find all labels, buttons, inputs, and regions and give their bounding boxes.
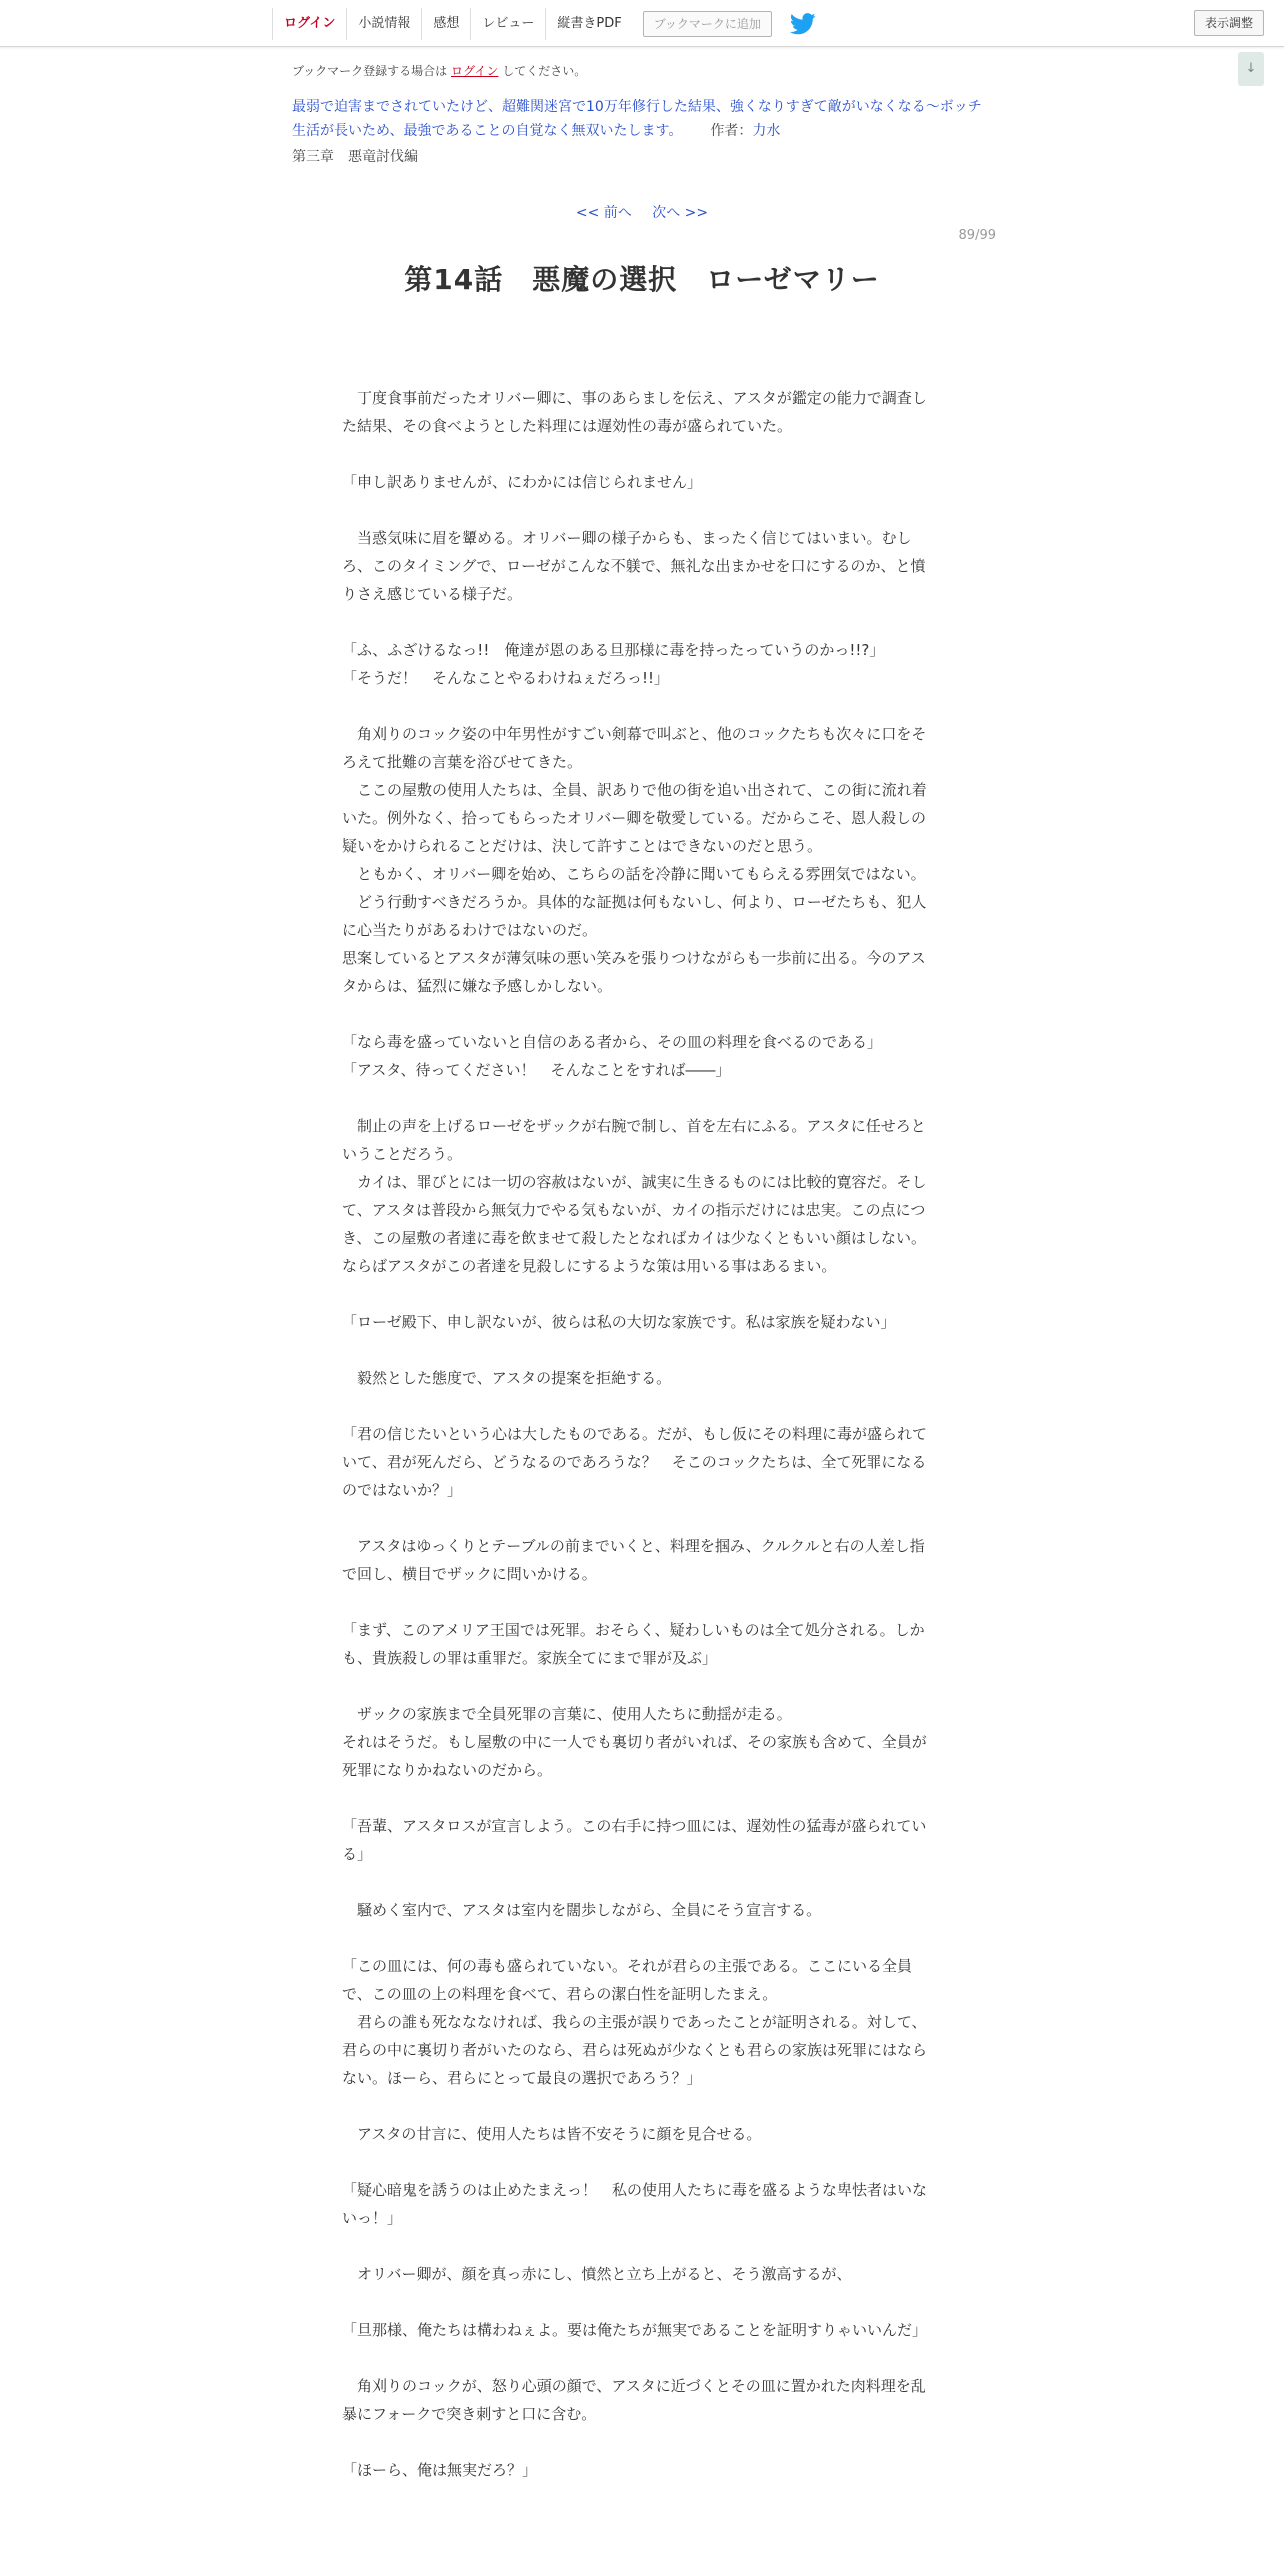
- novel-info-link[interactable]: 小説情報: [346, 8, 421, 40]
- blank-line: [342, 1784, 936, 1812]
- body-paragraph: 丁度食事前だったオリバー卿に、事のあらましを伝え、アスタが鑑定の能力で調査した結果、その食べようとした料理には遅効性の毒が盛られていた。: [342, 389, 927, 435]
- blank-line: [342, 2288, 936, 2316]
- blank-line: [342, 1924, 936, 1952]
- body-paragraph: 毅然とした態度で、アスタの提案を拒絶する。: [342, 1369, 672, 1387]
- scroll-down-button[interactable]: ↓: [1238, 52, 1264, 86]
- blank-line: [342, 1000, 936, 1028]
- blank-line: [342, 1868, 936, 1896]
- blank-line: [342, 608, 936, 636]
- blank-line: [342, 2232, 936, 2260]
- body-paragraph: 「なら毒を盛っていないと自信のある者から、その皿の料理を食べるのである」: [342, 1033, 883, 1051]
- body-paragraph: 君らの誰も死なななければ、我らの主張が誤りであったことが証明される。対して、君らの中に裏切り者がいたのなら、君らは死ぬが少なくとも君らの家族は死罪にはならない。ほーら、君らにとって最良の選択であろう？」: [342, 2013, 928, 2087]
- add-bookmark-button[interactable]: ブックマークに追加: [643, 11, 772, 37]
- body-paragraph: 思案しているとアスタが薄気味の悪い笑みを張りつけながらも一歩前に出る。今のアスタからは、猛烈に嫌な予感しかしない。: [342, 949, 926, 995]
- impressions-link[interactable]: 感想: [421, 8, 470, 40]
- blank-line: [342, 1672, 936, 1700]
- blank-line: [342, 1336, 936, 1364]
- body-paragraph: 「そうだ！ そんなことやるわけねぇだろっ!!」: [342, 669, 670, 687]
- episode-pager: [0, 202, 1284, 222]
- body-paragraph: ザックの家族まで全員死罪の言葉に、使用人たちに動揺が走る。: [342, 1705, 792, 1723]
- body-paragraph: どう行動すべきだろうか。具体的な証拠は何もないし、何より、ローゼたちも、犯人に心当たりがあるわけではないのだ。: [342, 893, 927, 939]
- author-link[interactable]: 力水: [752, 123, 781, 139]
- body-paragraph: ここの屋敷の使用人たちは、全員、訳ありで他の街を追い出されて、この街に流れ着いた。例外なく、拾ってもらったオリバー卿を敬愛している。だからこそ、恩人殺しの疑いをかけられることだけは、決して許すことはできないのだと思う。: [342, 781, 927, 855]
- episode-title: 第14話 悪魔の選択 ローゼマリー: [404, 263, 880, 296]
- login-link[interactable]: ログイン: [272, 8, 346, 40]
- body-paragraph: 騒めく室内で、アスタは室内を闊歩しながら、全員にそう宣言する。: [342, 1901, 822, 1919]
- body-paragraph: 「まず、このアメリア王国では死罪。おそらく、疑わしいものは全て処分される。しかも、貴族殺しの罪は重罪だ。家族全てにまで罪が及ぶ」: [342, 1621, 925, 1667]
- body-paragraph: 「旦那様、俺たちは構わねぇよ。要は俺たちが無実であることを証明すりゃいいんだ」: [342, 2321, 928, 2339]
- body-paragraph: 「吾輩、アスタロスが宣言しよう。この右手に持つ皿には、遅効性の猛毒が盛られている」: [342, 1817, 927, 1863]
- blank-line: [342, 1588, 936, 1616]
- blank-line: [342, 1280, 936, 1308]
- body-paragraph: アスタの甘言に、使用人たちは皆不安そうに顔を見合せる。: [342, 2125, 762, 2143]
- blank-line: [342, 2344, 936, 2372]
- body-paragraph: 角刈りのコック姿の中年男性がすごい剣幕で叫ぶと、他のコックたちも次々に口をそろえて批難の言葉を浴びせてきた。: [342, 725, 927, 771]
- bookmark-notice-suffix: してください。: [502, 64, 587, 78]
- chapter-title: 第三章 悪竜討伐編: [292, 149, 418, 165]
- bookmark-notice-login-link[interactable]: ログイン: [451, 64, 499, 78]
- blank-line: [342, 1392, 936, 1420]
- display-settings-button[interactable]: 表示調整: [1194, 10, 1264, 36]
- body-paragraph: 「アスタ、待ってください！ そんなことをすれば――」: [342, 1061, 731, 1079]
- body-paragraph: 「ローゼ殿下、申し訳ないが、彼らは私の大切な家族です。私は家族を疑わない」: [342, 1313, 896, 1331]
- global-nav: [272, 8, 816, 40]
- blank-line: [342, 692, 936, 720]
- blank-line: [342, 2092, 936, 2120]
- blank-line: [342, 496, 936, 524]
- body-paragraph: 当惑気味に眉を顰める。オリバー卿の様子からも、まったく信じてはいまい。むしろ、このタイミングで、ローゼがこんな不躾で、無礼な出まかせを口にするのか、と憤りさえ感じている様子だ。: [342, 529, 926, 603]
- blank-line: [342, 2428, 936, 2456]
- body-paragraph: ともかく、オリバー卿を始め、こちらの話を冷静に聞いてもらえる雰囲気ではない。: [342, 865, 926, 883]
- blank-line: [342, 440, 936, 468]
- body-paragraph: 「ふ、ふざけるなっ!! 俺達が恩のある旦那様に毒を持ったっていうのかっ!!?」: [342, 641, 885, 659]
- body-paragraph: 角刈りのコックが、怒り心頭の顔で、アスタに近づくとその皿に置かれた肉料理を乱暴にフォークで突き刺すと口に含む。: [342, 2377, 926, 2423]
- bookmark-notice: [292, 62, 586, 79]
- body-paragraph: それはそうだ。もし屋敷の中に一人でも裏切り者がいれば、その家族も含めて、全員が死罪になりかねないのだから。: [342, 1733, 927, 1779]
- body-paragraph: 「申し訳ありませんが、にわかには信じられません」: [342, 473, 703, 491]
- novel-body: [342, 384, 936, 2484]
- blank-line: [342, 1084, 936, 1112]
- next-episode-link[interactable]: 次へ >>: [652, 205, 709, 221]
- author-label: 作者：: [710, 123, 753, 139]
- blank-line: [342, 2148, 936, 2176]
- vertical-pdf-link[interactable]: 縦書きPDF: [545, 8, 632, 40]
- blank-line: [342, 1504, 936, 1532]
- body-paragraph: 「この皿には、何の毒も盛られていない。それが君らの主張である。ここにいる全員で、この皿の上の料理を食べて、君らの潔白性を証明したまえ。: [342, 1957, 913, 2003]
- body-paragraph: 「疑心暗鬼を誘うのは止めたまえっ！ 私の使用人たちに毒を盛るような卑怯者はいないっ！」: [342, 2181, 928, 2227]
- episode-count: 89/99: [958, 228, 996, 243]
- twitter-bird-icon[interactable]: [790, 13, 816, 35]
- body-paragraph: オリバー卿が、顔を真っ赤にし、憤然と立ち上がると、そう激高するが、: [342, 2265, 852, 2283]
- body-paragraph: 「君の信じたいという心は大したものである。だが、もし仮にその料理に毒が盛られていて、君が死んだら、どうなるのであろうな？ そこのコックたちは、全て死罪になるのではないか？」: [342, 1425, 928, 1499]
- body-paragraph: 制止の声を上げるローゼをザックが右腕で制し、首を左右にふる。アスタに任せろということだろう。: [342, 1117, 926, 1163]
- twitter-bird-icon-svg: [790, 13, 816, 35]
- novel-title-block: [292, 95, 992, 143]
- novel-title-link[interactable]: 最弱で迫害までされていたけど、超難関迷宮で10万年修行した結果、強くなりすぎて敵がいなくなる～ボッチ生活が長いため、最強であることの自覚なく無双いたします。: [292, 99, 982, 139]
- body-paragraph: カイは、罪びとには一切の容赦はないが、誠実に生きるものには比較的寛容だ。そして、アスタは普段から無気力でやる気もないが、カイの指示だけには忠実。この点につき、この屋敷の者達に毒を飲ませて殺したとなればカイは少なくともいい顔はしない。ならばアスタがこの者達を見殺しにするような策は用いる事はあるまい。: [342, 1173, 927, 1275]
- review-link[interactable]: レビュー: [470, 8, 545, 40]
- prev-episode-link[interactable]: << 前へ: [575, 205, 632, 221]
- top-navigation-bar: [0, 0, 1284, 47]
- bookmark-notice-prefix: ブックマーク登録する場合は: [292, 64, 448, 78]
- body-paragraph: 「ほーら、俺は無実だろ？」: [342, 2461, 538, 2479]
- body-paragraph: アスタはゆっくりとテーブルの前までいくと、料理を掴み、クルクルと右の人差し指で回し、横目でザックに問いかける。: [342, 1537, 925, 1583]
